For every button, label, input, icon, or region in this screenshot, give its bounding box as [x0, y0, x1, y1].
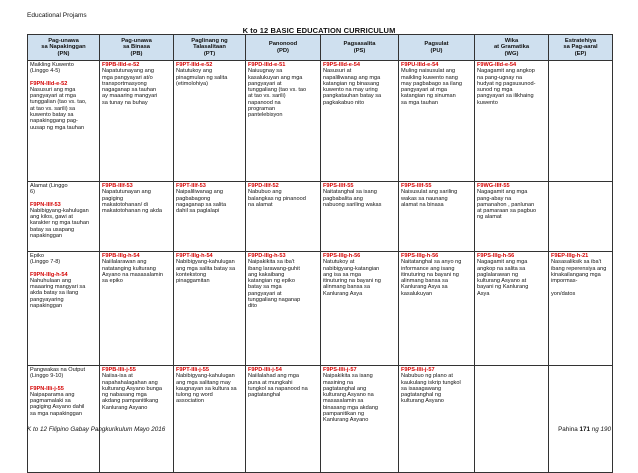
competency-text: Naiuugnay sa kasalukuyan ang mga pangyayari at tunggaliang (tao vs. tao at tao vs. sarili) napanood na programan pantelebisyon [248, 68, 307, 119]
table-cell [549, 61, 613, 182]
table-cell [399, 182, 475, 252]
table-row [28, 252, 613, 366]
competency-code: F9PD-IIIf-52 [248, 183, 279, 189]
table-cell [28, 61, 100, 182]
table-cell [549, 182, 613, 252]
topic-label: Epiko (Linggo 7-8) [30, 253, 61, 266]
competency-code: F9PT-IIId-e-52 [176, 62, 213, 68]
competency-code: F9PS-IIIf-55 [323, 183, 354, 189]
column-header: Pagsasalita (PS) [321, 35, 399, 61]
table-cell [100, 61, 174, 182]
competency-text: Natutukoy at nabibigyang-katangian ang isa sa mga itinuturing na bayani ng alinmang bansa sa Kanlurang Asya [323, 259, 381, 297]
competency-code: F9PD-IIIi-j-54 [248, 367, 282, 373]
table-header-row [28, 35, 613, 61]
competency-text: Naipakikita sa iba't ibang larawang-guhit ang kakaibang katangian ng epiko batay sa mga pangyayari at tunggaliang naganap dito [248, 259, 301, 310]
column-header: Pagsulat (PU) [399, 35, 475, 61]
competency-code: F9PN-IIIg-h-54 [30, 271, 68, 278]
footer-document-title: K to 12 Filipino Gabay Pangkurikulum Mayo 2016 [27, 426, 166, 433]
competency-text: Napatutunayang ang mga pangyayari at/o transportmasyong nagaganap sa tauhan ay maaaring mangyari sa tunay na buhay [102, 68, 158, 106]
page-title: K to 12 BASIC EDUCATION CURRICULUM [242, 26, 396, 35]
table-cell [28, 252, 100, 366]
table-cell [100, 182, 174, 252]
competency-code: F9PS-IIId-e-54 [323, 62, 360, 68]
competency-code: F9WG-IIIf-55 [477, 183, 510, 189]
competency-code: F9PB-IIId-e-52 [102, 62, 140, 68]
table-cell [246, 252, 321, 366]
competency-text: Nasusuri at napaliliwanag ang mga katangian ng binasang kuwento na may uring pangkatauhan batay sa pagkakabuo nito [323, 68, 382, 106]
competency-text: Nabibigyang-kahulugan ang mga salitang may kaugnayan sa kultura sa tulong ng word association [176, 373, 237, 405]
competency-code: F9PN-IIIi-j-55 [30, 385, 64, 392]
topic-label: Maikling Kuwento (Linggo 4-5) [30, 62, 74, 75]
competency-code: F9PS-IIIg-h-56 [323, 253, 361, 259]
column-header: Estratehiya sa Pag-aaral (EP) [549, 35, 613, 61]
topic-label: Pangwakas na Output (Linggo 9-10) [30, 367, 86, 380]
competency-text: Naipaparama ang pagmamalaki sa pagiging Asyano dahil sa mga napakinggan [30, 391, 85, 417]
competency-code: F9PU-IIId-e-54 [401, 62, 439, 68]
competency-text: Naiisa-isa at napahahalagahan ang kulturang Asyano bunga ng nabasang mga akdang pampanitikang Kanlurang Asyano [102, 373, 163, 411]
competency-text: Nabubuo ng plano at kaukulang iskrip tungkol sa isasagawang pagtatanghal ng kulturang Asyano [401, 373, 461, 405]
column-header: Panonood (PD) [246, 35, 321, 61]
table-cell [321, 252, 399, 366]
competency-text: Naipakikita sa isang masining na pagtatanghal ang kulturang Asyano na masasalamin sa binasang mga akdang pampanitikan ng Kanlurang Asyano [323, 373, 379, 424]
table-cell [100, 366, 174, 473]
table-cell [475, 182, 549, 252]
competency-code: F9PD-IIId-e-51 [248, 62, 286, 68]
competency-text: Muling naisusulat ang maikling kuwento nang may pagbabago sa ilang pangyayari at mga katangian ng sinuman sa mga tauhan [401, 68, 462, 106]
table-cell [246, 182, 321, 252]
table-row [28, 366, 613, 473]
competency-text: Nahuhulaan ang maaaring mangyari sa akda batay sa ilang pangyayaring napakinggan [30, 277, 86, 310]
column-header: Pag-unawa sa Napakinggan (PN) [28, 35, 100, 61]
competency-text: Nabibigyang-kahulugan ang kilos, gawi at karakter ng mga tauhan batay sa usapang napakinggan [30, 207, 90, 240]
competency-code: F9PD-IIIg-h-53 [248, 253, 286, 259]
competency-text: Nagagamit ang angkop na pang-ugnay na hudyat ng pagsusunod- sunod ng mga pangyayari sa ilikhaing kuwento [477, 68, 536, 106]
table-cell [549, 366, 613, 473]
competency-text: Nasusuri ang mga pangyayari at mga tunggalian (tao vs. tao, at tao vs. sarili) sa kuwento batay sa napakinggang pag- uusap ng mga tauhan [30, 86, 87, 131]
competency-code: F9PS-IIIf-55 [401, 183, 432, 189]
competency-code: F9PN-IIId-e-52 [30, 80, 68, 87]
footer-page-number: Pahina 171 ng 190 [558, 426, 611, 433]
competency-text: Nabibigyang-kahulugan ang mga salita batay sa kontekstong pinaggamitan [176, 259, 236, 285]
table-cell [475, 366, 549, 473]
table-cell [246, 366, 321, 473]
competency-code: F9EP-IIIg-h-21 [551, 253, 589, 259]
competency-code: F9PS-IIIg-h-56 [477, 253, 515, 259]
table-cell [475, 252, 549, 366]
competency-code: F9PN-IIIf-53 [30, 201, 61, 208]
competency-code: F9PS-IIIi-j-57 [401, 367, 435, 373]
table-cell [174, 182, 246, 252]
table-cell [321, 182, 399, 252]
competency-text: Nagagamit ang mga angkop na salita sa paglalarawan ng kulturang Asyano at bayani ng Kanlurang Asya [477, 259, 529, 297]
table-cell [399, 366, 475, 473]
competency-text: Nabubuo ang balangkas ng pinanood na alamat [248, 189, 306, 208]
competency-text: Nasasaliksik sa iba't ibang reperensiya ang kinakailangang mga impormas- yon/datos [551, 259, 607, 297]
competency-code: F9PT-IIIi-j-55 [176, 367, 209, 373]
table-cell [399, 252, 475, 366]
column-header: Paglinang ng Talasalitaan (PT) [174, 35, 246, 61]
table-cell [174, 252, 246, 366]
table-cell [321, 61, 399, 182]
curriculum-table [27, 34, 613, 473]
competency-code: F9PB-IIIi-j-55 [102, 367, 136, 373]
competency-text: Naitatanghal sa isang pagbabalita ang nabuong sariling wakas [323, 189, 382, 208]
table-cell [28, 366, 100, 473]
table-cell [28, 182, 100, 252]
competency-code: F9WG-IIId-e-54 [477, 62, 517, 68]
table-cell [100, 252, 174, 366]
table-cell [246, 61, 321, 182]
table-row [28, 182, 613, 252]
competency-code: F9PT-IIIg-h-54 [176, 253, 213, 259]
competency-text: Naiilalarawan ang natatanging kulturang Asyano na masasalamin sa epiko [102, 259, 163, 285]
competency-text: Naipaliliwanag ang pagbabagong nagaganap sa salita dahil sa paglalapi [176, 189, 227, 215]
competency-code: F9PT-IIIf-53 [176, 183, 206, 189]
column-header: Pag-unawa sa Binasa (PB) [100, 35, 174, 61]
column-header: Wika at Gramatika (WG) [475, 35, 549, 61]
competency-code: F9PB-IIIf-53 [102, 183, 133, 189]
competency-text: Naiilalahad ang mga puna at mungkahi tungkol sa napanood na pagtatanghal [248, 373, 308, 399]
competency-text: Nagagamit ang mga pang-abay na pamanahon , panlunan at pamaraan sa pagbuo ng alamat [477, 189, 537, 221]
table-cell [399, 61, 475, 182]
competency-code: F9PS-IIIi-j-57 [323, 367, 357, 373]
competency-code: F9PB-IIIg-h-54 [102, 253, 140, 259]
table-cell [174, 61, 246, 182]
competency-text: Napatutunayan ang pagiging makatotohanan/ di makatotohanan ng akda [102, 189, 163, 215]
table-cell [549, 252, 613, 366]
header-note: Educational Projams [27, 12, 87, 19]
table-cell [174, 366, 246, 473]
competency-text: Naitatanghal sa anyo ng informance ang isang itinuturing na bayani ng alinmang bansa sa Kanlurang Asya sa kasalukuyan [401, 259, 462, 297]
table-cell [475, 61, 549, 182]
topic-label: Alamat (Linggo 6) [30, 183, 68, 196]
table-row [28, 61, 613, 182]
table-cell [321, 366, 399, 473]
competency-code: F9PS-IIIg-h-56 [401, 253, 439, 259]
competency-text: Natutukoy ang pinagmulan ng salita (etimolohiya) [176, 68, 228, 87]
competency-text: Naisusulat ang sariling wakas sa naunang alamat na binasa [401, 189, 458, 208]
